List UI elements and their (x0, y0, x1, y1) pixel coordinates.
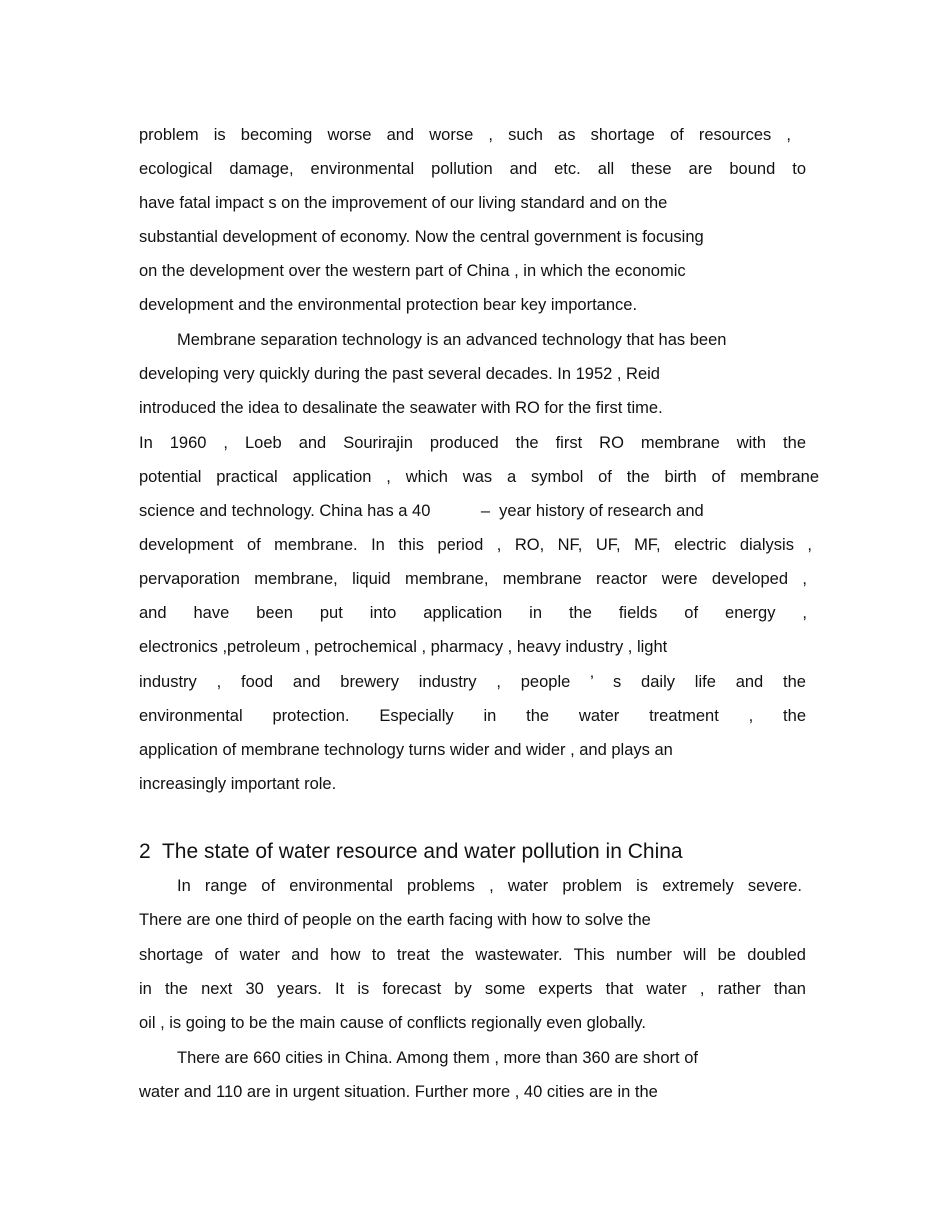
text-line: substantial development of economy. Now the central government is focusing (139, 228, 704, 246)
text-line: in the next 30 years. It is forecast by some experts that water , rather than (139, 980, 806, 998)
text-line: development of membrane. In this period , RO, NF, UF, MF, electric dialysis , (139, 536, 812, 554)
text-line: In 1960 , Loeb and Sourirajin produced the first RO membrane with the (139, 434, 806, 452)
text-line: oil , is going to be the main cause of conflicts regionally even globally. (139, 1014, 646, 1032)
text-line: introduced the idea to desalinate the seawater with RO for the first time. (139, 399, 663, 417)
text-line: and have been put into application in the fields of energy , (139, 604, 807, 622)
text-line: pervaporation membrane, liquid membrane, membrane reactor were developed , (139, 570, 807, 588)
text-line: shortage of water and how to treat the wastewater. This number will be doubled (139, 946, 806, 964)
text-line: electronics ,petroleum , petrochemical , pharmacy , heavy industry , light (139, 638, 668, 656)
text-line: In range of environmental problems , water problem is extremely severe. (177, 877, 802, 895)
text-line: increasingly important role. (139, 775, 337, 793)
text-line: problem is becoming worse and worse , such as shortage of resources , (139, 126, 791, 144)
text-line: environmental protection. Especially in the water treatment , the (139, 707, 806, 725)
text-line: There are 660 cities in China. Among them , more than 360 are short of (177, 1049, 698, 1067)
text-line: industry , food and brewery industry , people ’ s daily life and the (139, 673, 806, 691)
text-line: ecological damage, environmental pollution and etc. all these are bound to (139, 160, 806, 178)
text-line: have fatal impact s on the improvement of our living standard and on the (139, 194, 668, 212)
text-line: Membrane separation technology is an advanced technology that has been (177, 331, 727, 349)
text-line: There are one third of people on the earth facing with how to solve the (139, 911, 651, 929)
section-heading: 2 The state of water resource and water pollution in China (139, 840, 683, 863)
text-line: on the development over the western part of China , in which the economic (139, 262, 686, 280)
text-line: science and technology. China has a 40 – year history of research and (139, 502, 704, 520)
text-line: application of membrane technology turns wider and wider , and plays an (139, 741, 673, 759)
text-line: potential practical application , which was a symbol of the birth of membrane (139, 468, 819, 486)
text-line: developing very quickly during the past several decades. In 1952 , Reid (139, 365, 660, 383)
text-line: water and 110 are in urgent situation. Further more , 40 cities are in the (139, 1083, 658, 1101)
text-line: development and the environmental protection bear key importance. (139, 296, 638, 314)
